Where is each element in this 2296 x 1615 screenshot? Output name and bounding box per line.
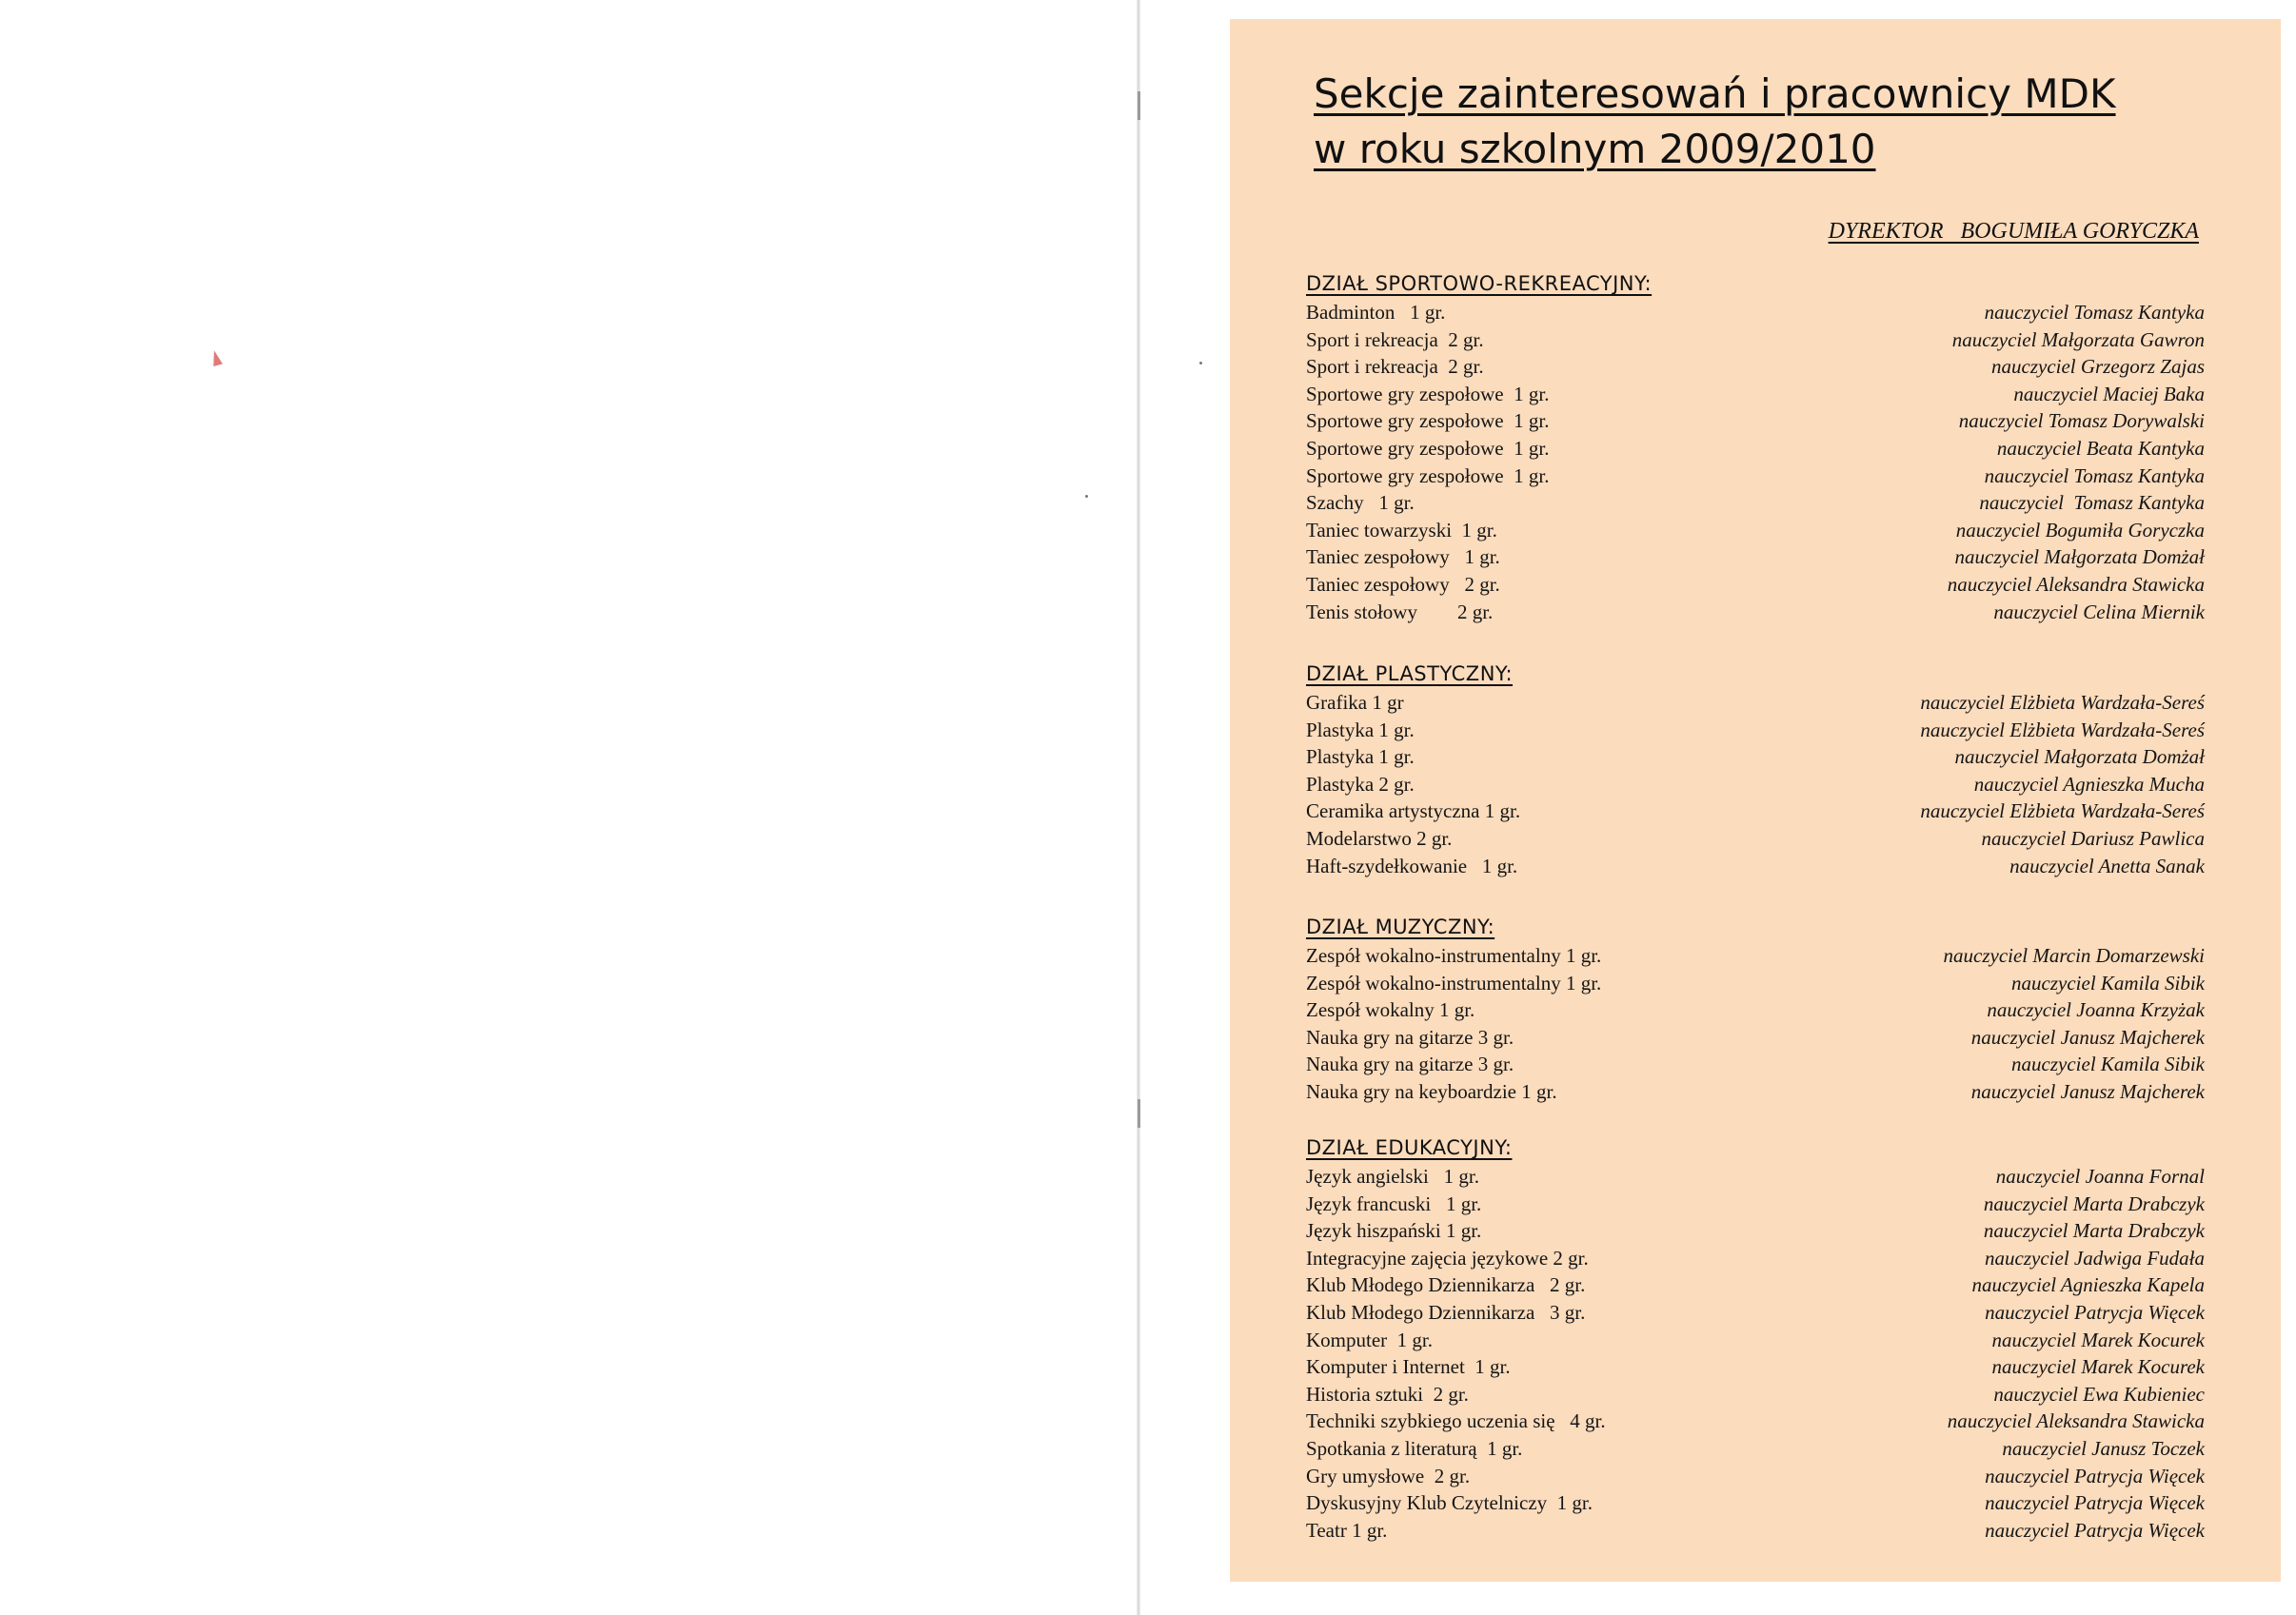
activity-name: Nauka gry na keyboardzie 1 gr. [1306, 1079, 1557, 1103]
teacher-name: nauczyciel Marta Drabczyk [1983, 1192, 2205, 1215]
activity-name: Sportowe gry zespołowe 1 gr. [1306, 382, 1550, 405]
activity-name: Sport i rekreacja 2 gr. [1306, 355, 1484, 379]
teacher-name: nauczyciel Janusz Majcherek [1970, 1079, 2205, 1103]
teacher-name: nauczyciel Tomasz Kantyka [1984, 463, 2205, 487]
section-title: DZIAŁ EDUKACYJNY: [1306, 1136, 1513, 1159]
teacher-name: nauczyciel Małgorzata Domżał [1954, 545, 2205, 569]
teacher-name: nauczyciel Elżbieta Wardzała-Sereś [1920, 799, 2205, 823]
list-item [1306, 1517, 2205, 1545]
list-item [1306, 798, 2205, 825]
section [1306, 660, 2205, 879]
section [1306, 914, 2205, 1106]
section-title: DZIAŁ PLASTYCZNY: [1306, 662, 1514, 685]
teacher-name: nauczyciel Małgorzata Domżał [1954, 745, 2205, 769]
list-item [1306, 1191, 2205, 1218]
activity-name: Techniki szybkiego uczenia się 4 gr. [1306, 1409, 1606, 1433]
staple-mark [1138, 91, 1140, 120]
activity-name: Język hiszpański 1 gr. [1306, 1219, 1482, 1243]
activity-name: Plastyka 1 gr. [1306, 745, 1415, 769]
list-item [1306, 970, 2205, 997]
teacher-name: nauczyciel Patrycja Więcek [1985, 1518, 2205, 1542]
list-item [1306, 1489, 2205, 1517]
list-item [1306, 517, 2205, 544]
teacher-name: nauczyciel Marcin Domarzewski [1943, 944, 2205, 967]
teacher-name: nauczyciel Janusz Majcherek [1970, 1025, 2205, 1049]
activity-name: Szachy 1 gr. [1306, 491, 1415, 515]
teacher-name: nauczyciel Maciej Baka [2013, 382, 2205, 405]
teacher-name: nauczyciel Agnieszka Mucha [1973, 772, 2205, 796]
teacher-name: nauczyciel Beata Kantyka [1996, 436, 2205, 460]
activity-name: Zespół wokalno-instrumentalny 1 gr. [1306, 944, 1602, 967]
staple-mark [1138, 1099, 1140, 1128]
activity-name: Komputer i Internet 1 gr. [1306, 1355, 1511, 1379]
teacher-name: nauczyciel Celina Miernik [1993, 600, 2205, 623]
activity-name: Tenis stołowy 2 gr. [1306, 600, 1494, 623]
list-item [1306, 1299, 2205, 1327]
director-line: DYREKTOR BOGUMIŁA GORYCZKA [1828, 219, 2199, 244]
activity-name: Taniec zespołowy 1 gr. [1306, 545, 1500, 569]
activity-name: Klub Młodego Dziennikarza 3 gr. [1306, 1300, 1586, 1324]
activity-name: Plastyka 1 gr. [1306, 718, 1415, 741]
activity-name: Ceramika artystyczna 1 gr. [1306, 799, 1521, 823]
blank-left-page [0, 0, 1138, 1615]
section-title: DZIAŁ MUZYCZNY: [1306, 916, 1495, 938]
list-item [1306, 996, 2205, 1024]
list-item [1306, 353, 2205, 381]
list-item [1306, 407, 2205, 435]
list-item [1306, 543, 2205, 571]
activity-name: Taniec towarzyski 1 gr. [1306, 518, 1497, 542]
list-item [1306, 942, 2205, 970]
list-item [1306, 1381, 2205, 1408]
activity-name: Sportowe gry zespołowe 1 gr. [1306, 436, 1550, 460]
teacher-name: nauczyciel Ewa Kubieniec [1993, 1382, 2205, 1406]
activity-name: Język angielski 1 gr. [1306, 1165, 1479, 1188]
list-item [1306, 381, 2205, 408]
list-item [1306, 489, 2205, 517]
teacher-name: nauczyciel Tomasz Dorywalski [1958, 409, 2205, 433]
activity-name: Taniec zespołowy 2 gr. [1306, 572, 1500, 596]
title-line-2: w roku szkolnym 2009/2010 [1314, 126, 1876, 172]
activity-name: Sport i rekreacja 2 gr. [1306, 327, 1484, 351]
list-item [1306, 825, 2205, 853]
teacher-name: nauczyciel Kamila Sibik [2011, 971, 2205, 995]
list-item [1306, 1327, 2205, 1354]
teacher-name: nauczyciel Patrycja Więcek [1985, 1464, 2205, 1487]
list-item [1306, 435, 2205, 463]
teacher-name: nauczyciel Tomasz Kantyka [1979, 491, 2205, 515]
list-item [1306, 1024, 2205, 1052]
list-item [1306, 1463, 2205, 1490]
activity-name: Język francuski 1 gr. [1306, 1192, 1482, 1215]
list-item [1306, 1353, 2205, 1381]
list-item [1306, 689, 2205, 717]
activity-name: Dyskusyjny Klub Czytelniczy 1 gr. [1306, 1491, 1593, 1515]
activity-name: Nauka gry na gitarze 3 gr. [1306, 1053, 1514, 1076]
teacher-name: nauczyciel Elżbieta Wardzała-Sereś [1920, 718, 2205, 741]
list-item [1306, 599, 2205, 626]
title-line-1: Sekcje zainteresowań i pracownicy MDK [1314, 70, 2116, 117]
activity-name: Zespół wokalny 1 gr. [1306, 998, 1475, 1022]
document-sheet [1230, 19, 2281, 1582]
list-item [1306, 1271, 2205, 1299]
list-item [1306, 1408, 2205, 1435]
list-item [1306, 326, 2205, 354]
page-title [1314, 67, 2116, 177]
teacher-name: nauczyciel Marek Kocurek [1991, 1355, 2205, 1379]
teacher-name: nauczyciel Grzegorz Zajas [1991, 355, 2205, 379]
page-fold [1137, 0, 1140, 1615]
teacher-name: nauczyciel Bogumiła Goryczka [1955, 518, 2205, 542]
paper-dot [1199, 362, 1202, 364]
teacher-name: nauczyciel Marta Drabczyk [1983, 1219, 2205, 1243]
list-item [1306, 299, 2205, 326]
activity-name: Teatr 1 gr. [1306, 1518, 1388, 1542]
section [1306, 1134, 2205, 1544]
activity-name: Historia sztuki 2 gr. [1306, 1382, 1469, 1406]
list-item [1306, 743, 2205, 771]
activity-name: Plastyka 2 gr. [1306, 772, 1415, 796]
list-item [1306, 1245, 2205, 1272]
list-item [1306, 853, 2205, 880]
list-item [1306, 771, 2205, 798]
list-item [1306, 1078, 2205, 1106]
activity-name: Badminton 1 gr. [1306, 301, 1446, 324]
teacher-name: nauczyciel Janusz Toczek [2002, 1436, 2205, 1460]
teacher-name: nauczyciel Dariusz Pawlica [1981, 826, 2205, 850]
teacher-name: nauczyciel Joanna Krzyżak [1987, 998, 2205, 1022]
teacher-name: nauczyciel Agnieszka Kapela [1971, 1273, 2205, 1297]
activity-name: Spotkania z literaturą 1 gr. [1306, 1436, 1523, 1460]
list-item [1306, 717, 2205, 744]
teacher-name: nauczyciel Jadwiga Fudała [1985, 1246, 2205, 1270]
activity-name: Modelarstwo 2 gr. [1306, 826, 1453, 850]
activity-name: Nauka gry na gitarze 3 gr. [1306, 1025, 1514, 1049]
teacher-name: nauczyciel Anetta Sanak [2009, 854, 2205, 877]
activity-name: Sportowe gry zespołowe 1 gr. [1306, 463, 1550, 487]
teacher-name: nauczyciel Joanna Fornal [1995, 1165, 2205, 1188]
activity-name: Klub Młodego Dziennikarza 2 gr. [1306, 1273, 1586, 1297]
teacher-name: nauczyciel Marek Kocurek [1991, 1328, 2205, 1351]
teacher-name: nauczyciel Elżbieta Wardzała-Sereś [1920, 691, 2205, 714]
activity-name: Zespół wokalno-instrumentalny 1 gr. [1306, 971, 1602, 995]
red-speck-mark [209, 349, 223, 366]
paper-dot [1085, 495, 1088, 498]
list-item [1306, 571, 2205, 599]
list-item [1306, 1435, 2205, 1463]
teacher-name: nauczyciel Kamila Sibik [2011, 1053, 2205, 1076]
activity-name: Sportowe gry zespołowe 1 gr. [1306, 409, 1550, 433]
activity-name: Gry umysłowe 2 gr. [1306, 1464, 1471, 1487]
activity-name: Grafika 1 gr [1306, 691, 1404, 714]
list-item [1306, 463, 2205, 490]
teacher-name: nauczyciel Aleksandra Stawicka [1947, 572, 2205, 596]
section [1306, 270, 2205, 625]
section-title: DZIAŁ SPORTOWO-REKREACYJNY: [1306, 272, 1653, 295]
teacher-name: nauczyciel Aleksandra Stawicka [1947, 1409, 2205, 1433]
list-item [1306, 1163, 2205, 1191]
teacher-name: nauczyciel Małgorzata Gawron [1951, 327, 2205, 351]
teacher-name: nauczyciel Tomasz Kantyka [1984, 301, 2205, 324]
activity-name: Integracyjne zajęcia językowe 2 gr. [1306, 1246, 1589, 1270]
teacher-name: nauczyciel Patrycja Więcek [1985, 1300, 2205, 1324]
activity-name: Haft-szydełkowanie 1 gr. [1306, 854, 1518, 877]
teacher-name: nauczyciel Patrycja Więcek [1985, 1491, 2205, 1515]
activity-name: Komputer 1 gr. [1306, 1328, 1433, 1351]
list-item [1306, 1217, 2205, 1245]
list-item [1306, 1051, 2205, 1078]
